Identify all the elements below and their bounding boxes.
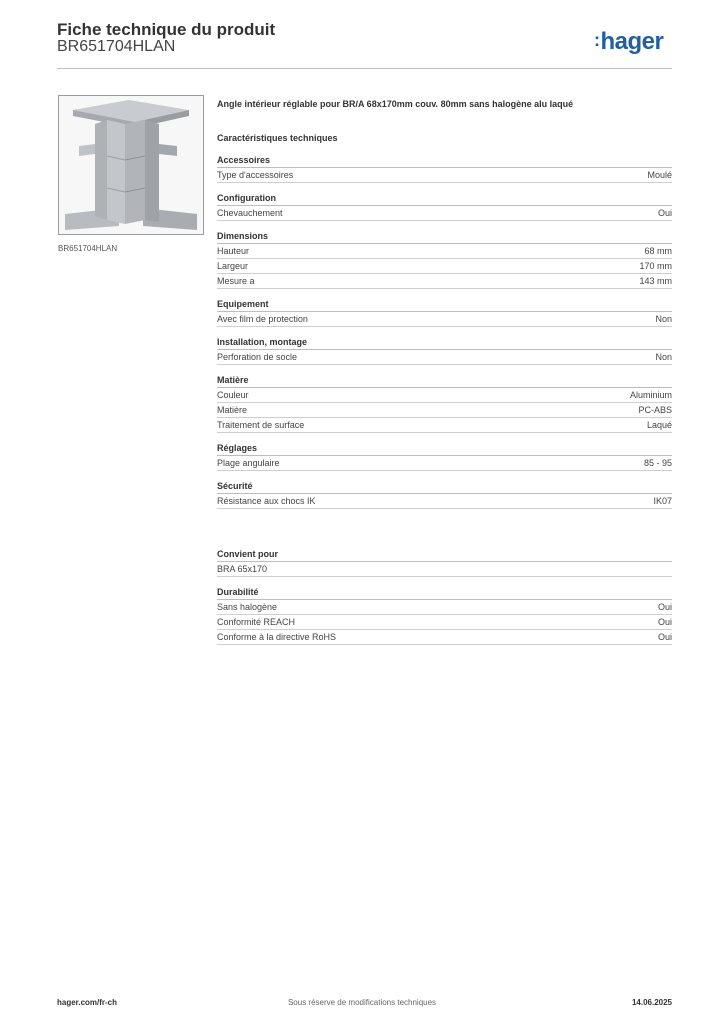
spec-group-title: Configuration	[217, 192, 672, 206]
spec-value: Oui	[657, 602, 672, 612]
spec-group	[217, 336, 672, 365]
spec-group	[217, 586, 672, 645]
spec-group-title: Matière	[217, 374, 672, 388]
footer-disclaimer: Sous réserve de modifications techniques	[287, 998, 437, 1007]
spec-group	[217, 230, 672, 289]
spec-label: Sans halogène	[217, 602, 278, 612]
logo-text: hager	[600, 28, 664, 55]
spec-value: Oui	[657, 632, 672, 642]
header-divider	[57, 68, 672, 69]
product-reference: BR651704HLAN	[57, 38, 176, 55]
spec-value: 170 mm	[639, 261, 672, 271]
spec-label: Mesure a	[217, 276, 255, 286]
spec-label: Résistance aux chocs IK	[217, 496, 316, 506]
spec-group-title: Sécurité	[217, 480, 672, 494]
spec-groups	[217, 154, 672, 509]
spec-row	[217, 494, 672, 509]
spec-value: IK07	[653, 496, 672, 506]
spec-group	[217, 548, 672, 577]
hager-logo[interactable]	[594, 28, 663, 56]
tech-heading: Caractéristiques techniques	[217, 133, 338, 143]
spec-group	[217, 298, 672, 327]
page-title: Fiche technique du produit	[57, 20, 276, 39]
spec-group	[217, 480, 672, 509]
spec-value: 85 - 95	[643, 458, 672, 468]
spec-groups-secondary	[217, 548, 672, 645]
spec-group-title: Dimensions	[217, 230, 672, 244]
spec-value: 68 mm	[644, 246, 672, 256]
footer-website[interactable]: hager.com/fr-ch	[57, 998, 118, 1007]
spec-row	[217, 168, 672, 183]
spec-group-title: Convient pour	[217, 548, 672, 562]
spec-label: Type d'accessoires	[217, 170, 294, 180]
spec-label: Traitement de surface	[217, 420, 305, 430]
spec-row	[217, 259, 672, 274]
spec-row	[217, 312, 672, 327]
spec-label: Conformité REACH	[217, 617, 296, 627]
spec-row	[217, 350, 672, 365]
spec-label: Matière	[217, 405, 248, 415]
spec-value: Laqué	[646, 420, 672, 430]
spec-row	[217, 206, 672, 221]
spec-value: Moulé	[647, 170, 672, 180]
spec-value: Non	[655, 352, 672, 362]
spec-value: 143 mm	[639, 276, 672, 286]
product-description: Angle intérieur réglable pour BR/A 68x170mm couv. 80mm sans halogène alu laqué	[217, 99, 574, 109]
spec-row	[217, 615, 672, 630]
spec-value: Non	[655, 314, 672, 324]
spec-label: Conforme à la directive RoHS	[217, 632, 337, 642]
spec-group-title: Accessoires	[217, 154, 672, 168]
spec-value: PC-ABS	[638, 405, 672, 415]
footer-date: 14.06.2025	[631, 998, 672, 1007]
spec-value: Oui	[657, 208, 672, 218]
spec-group	[217, 154, 672, 183]
spec-value: Aluminium	[629, 390, 672, 400]
spec-row	[217, 418, 672, 433]
spec-label: Couleur	[217, 390, 249, 400]
image-caption: BR651704HLAN	[58, 244, 118, 253]
spec-group	[217, 442, 672, 471]
spec-row	[217, 600, 672, 615]
logo-dots: :	[594, 30, 600, 50]
spec-label: Perforation de socle	[217, 352, 298, 362]
spec-value: Oui	[657, 617, 672, 627]
spec-row	[217, 456, 672, 471]
product-image	[58, 95, 204, 235]
spec-group-title: Equipement	[217, 298, 672, 312]
spec-label: BRA 65x170	[217, 564, 268, 574]
spec-row	[217, 274, 672, 289]
spec-row	[217, 403, 672, 418]
spec-label: Largeur	[217, 261, 249, 271]
spec-group	[217, 192, 672, 221]
corner-duct-illustration	[59, 96, 203, 234]
spec-row	[217, 562, 672, 577]
spec-row	[217, 388, 672, 403]
spec-row	[217, 630, 672, 645]
spec-group	[217, 374, 672, 433]
spec-label: Hauteur	[217, 246, 250, 256]
spec-content	[217, 97, 672, 645]
spec-group-title: Durabilité	[217, 586, 672, 600]
spec-label: Chevauchement	[217, 208, 283, 218]
spec-label: Plage angulaire	[217, 458, 280, 468]
spec-label: Avec film de protection	[217, 314, 308, 324]
spec-row	[217, 244, 672, 259]
spec-group-title: Réglages	[217, 442, 672, 456]
spec-group-title: Installation, montage	[217, 336, 672, 350]
